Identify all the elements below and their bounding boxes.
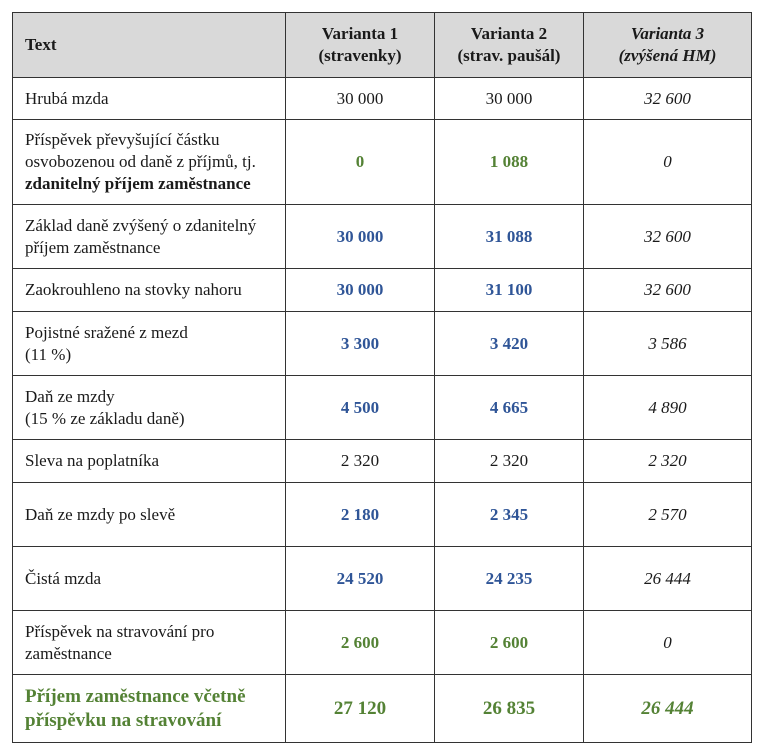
- table-row: [13, 78, 752, 120]
- row-label-part: (11 %): [25, 344, 72, 364]
- cell-v1: 2 320: [286, 440, 435, 483]
- header-text: Text: [13, 13, 286, 78]
- table-row: [13, 547, 752, 611]
- row-label-part: (15 % ze základu daně): [25, 408, 185, 428]
- row-label-gross-salary: Hrubá mzda: [13, 78, 286, 120]
- cell-v2: 26 835: [435, 675, 584, 743]
- cell-v3: 26 444: [584, 547, 752, 611]
- cell-v2: 2 320: [435, 440, 584, 483]
- cell-v2: 1 088: [435, 120, 584, 205]
- cell-v2: 24 235: [435, 547, 584, 611]
- cell-v1: 3 300: [286, 312, 435, 376]
- table-row: [13, 120, 752, 205]
- cell-v3: 3 586: [584, 312, 752, 376]
- cell-v1: 4 500: [286, 376, 435, 440]
- cell-v1: 30 000: [286, 269, 435, 312]
- table-row: [13, 269, 752, 312]
- header-variant-3-subtitle: (zvýšená HM): [618, 46, 717, 65]
- cell-v3: 32 600: [584, 78, 752, 120]
- cell-v3: 0: [584, 611, 752, 675]
- header-variant-2-subtitle: (strav. paušál): [457, 46, 561, 65]
- row-label-taxpayer-discount: Sleva na poplatníka: [13, 440, 286, 483]
- header-variant-2: [435, 13, 584, 78]
- cell-v1: 27 120: [286, 675, 435, 743]
- table-row-total: [13, 675, 752, 743]
- cell-v1: 30 000: [286, 78, 435, 120]
- header-row: [13, 13, 752, 78]
- row-label-insurance: [13, 312, 286, 376]
- row-label-part: Příspěvek převyšující částku osvobozenou od daně z příjmů, tj.: [25, 130, 256, 171]
- row-label-total-income: Příjem zaměstnance včetně příspěvku na stravování: [13, 675, 286, 743]
- row-label-bold-part: zdanitelný příjem zaměstnance: [25, 174, 251, 193]
- cell-v2: 2 600: [435, 611, 584, 675]
- cell-v3: 32 600: [584, 205, 752, 269]
- header-variant-1-title: Varianta 1: [321, 24, 399, 43]
- cell-v3: 32 600: [584, 269, 752, 312]
- table-row: [13, 483, 752, 547]
- cell-v3: 2 570: [584, 483, 752, 547]
- cell-v3: 26 444: [584, 675, 752, 743]
- table-row: [13, 440, 752, 483]
- cell-v2: 3 420: [435, 312, 584, 376]
- cell-v1: 0: [286, 120, 435, 205]
- cell-v2: 31 088: [435, 205, 584, 269]
- header-variant-1: [286, 13, 435, 78]
- row-label-income-tax: [13, 376, 286, 440]
- header-variant-3: [584, 13, 752, 78]
- row-label-rounded: Zaokrouhleno na stovky nahoru: [13, 269, 286, 312]
- header-variant-3-title: Varianta 3: [630, 24, 705, 43]
- cell-v1: 2 600: [286, 611, 435, 675]
- cell-v1: 30 000: [286, 205, 435, 269]
- row-label-part: Daň ze mzdy: [25, 386, 115, 406]
- row-label-part: Pojistné sražené z mezd: [25, 322, 188, 342]
- cell-v3: 0: [584, 120, 752, 205]
- cell-v1: 24 520: [286, 547, 435, 611]
- salary-comparison-table: [12, 12, 752, 743]
- row-label-taxable-contribution: [13, 120, 286, 205]
- row-label-tax-after-discount: Daň ze mzdy po slevě: [13, 483, 286, 547]
- row-label-net-salary: Čistá mzda: [13, 547, 286, 611]
- row-label-tax-base: Základ daně zvýšený o zdanitelný příjem zaměstnance: [13, 205, 286, 269]
- header-variant-2-title: Varianta 2: [470, 24, 548, 43]
- cell-v2: 2 345: [435, 483, 584, 547]
- cell-v1: 2 180: [286, 483, 435, 547]
- table-row: [13, 312, 752, 376]
- table-row: [13, 205, 752, 269]
- header-variant-1-subtitle: (stravenky): [318, 46, 402, 65]
- cell-v2: 30 000: [435, 78, 584, 120]
- cell-v3: 2 320: [584, 440, 752, 483]
- table-row: [13, 611, 752, 675]
- cell-v2: 4 665: [435, 376, 584, 440]
- cell-v3: 4 890: [584, 376, 752, 440]
- cell-v2: 31 100: [435, 269, 584, 312]
- row-label-meal-contribution: Příspěvek na stravování pro zaměstnance: [13, 611, 286, 675]
- table-row: [13, 376, 752, 440]
